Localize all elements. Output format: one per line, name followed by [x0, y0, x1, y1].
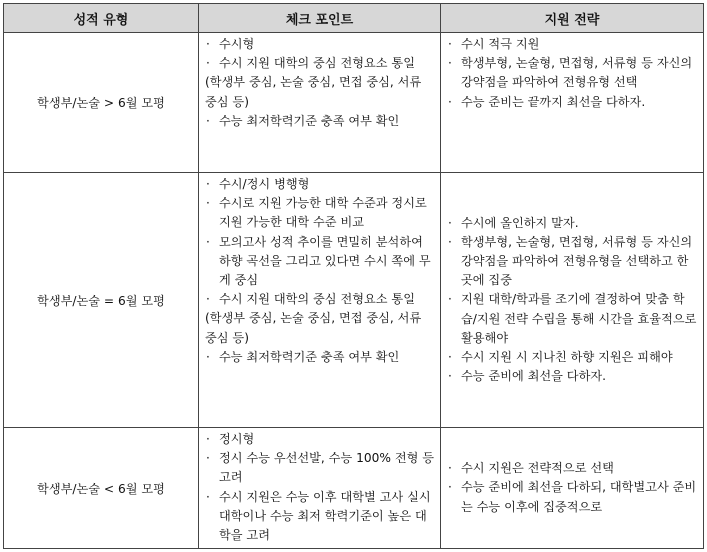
header-row — [4, 4, 704, 33]
check-point-cell — [199, 173, 441, 428]
header-score-type: 성적 유형 — [4, 4, 199, 33]
strategy-item: · 학생부형, 논술형, 면접형, 서류형 등 자신의 강약점을 파악하여 전형유형을 선택하고 한 곳에 집중 — [447, 233, 699, 291]
check-point-item: · 정시 수능 우선선발, 수능 100% 전형 등 고려 — [205, 449, 436, 487]
strategy-item: · 수능 준비에 최선을 다하자. — [447, 367, 699, 386]
check-point-item: · 수시로 지원 가능한 대학 수준과 정시로 지원 가능한 대학 수준 비교 — [205, 194, 436, 232]
check-point-item: · 수능 최저학력기준 충족 여부 확인 — [205, 112, 436, 131]
score-type-cell: 학생부/논술 < 6월 모평 — [4, 428, 199, 549]
check-point-item: · 수시/정시 병행형 — [205, 175, 436, 194]
strategy-item: · 학생부형, 논술형, 면접형, 서류형 등 자신의 강약점을 파악하여 전형유형 선택 — [447, 54, 699, 92]
check-point-note: (학생부 중심, 논술 중심, 면접 중심, 서류 중심 등) — [205, 75, 422, 109]
table-row — [4, 173, 704, 428]
check-point-item: · 모의고사 성적 추이를 면밀히 분석하여 하향 곡선을 그리고 있다면 수시 쪽에 무게 중심 — [205, 233, 436, 291]
table-row — [4, 428, 704, 549]
strategy-item: · 수능 준비는 끝까지 최선을 다하자. — [447, 93, 699, 112]
check-point-cell — [199, 428, 441, 549]
strategy-item: · 수시 지원은 전략적으로 선택 — [447, 459, 699, 478]
score-type-cell: 학생부/논술 > 6월 모평 — [4, 33, 199, 173]
check-point-item: · 수시 지원은 수능 이후 대학별 고사 실시 대학이나 수능 최저 학력기준이 높은 대학을 고려 — [205, 488, 436, 546]
header-check-point: 체크 포인트 — [199, 4, 441, 33]
strategy-cell — [441, 428, 704, 549]
check-point-item: · 수시형 — [205, 35, 436, 54]
strategy-table — [3, 3, 704, 549]
check-point-note: (학생부 중심, 논술 중심, 면접 중심, 서류 중심 등) — [205, 311, 422, 345]
strategy-cell — [441, 173, 704, 428]
header-strategy: 지원 전략 — [441, 4, 704, 33]
check-point-item: · 정시형 — [205, 430, 436, 449]
check-point-item: · 수능 최저학력기준 충족 여부 확인 — [205, 348, 436, 367]
strategy-item: · 수시 적극 지원 — [447, 35, 699, 54]
check-point-cell — [199, 33, 441, 173]
strategy-item: · 수시에 올인하지 말자. — [447, 214, 699, 233]
strategy-item: · 수능 준비에 최선을 다하되, 대학별고사 준비는 수능 이후에 집중적으로 — [447, 478, 699, 516]
strategy-cell — [441, 33, 704, 173]
strategy-item: · 지원 대학/학과를 조기에 결정하여 맞춤 학습/지원 전략 수립을 통해 시간을 효율적으로 활용해야 — [447, 290, 699, 348]
table-row — [4, 33, 704, 173]
score-type-cell: 학생부/논술 = 6월 모평 — [4, 173, 199, 428]
check-point-item: · 수시 지원 대학의 중심 전형요소 통일 — [205, 290, 436, 309]
strategy-item: · 수시 지원 시 지나친 하향 지원은 피해야 — [447, 348, 699, 367]
check-point-item: · 수시 지원 대학의 중심 전형요소 통일 — [205, 54, 436, 73]
